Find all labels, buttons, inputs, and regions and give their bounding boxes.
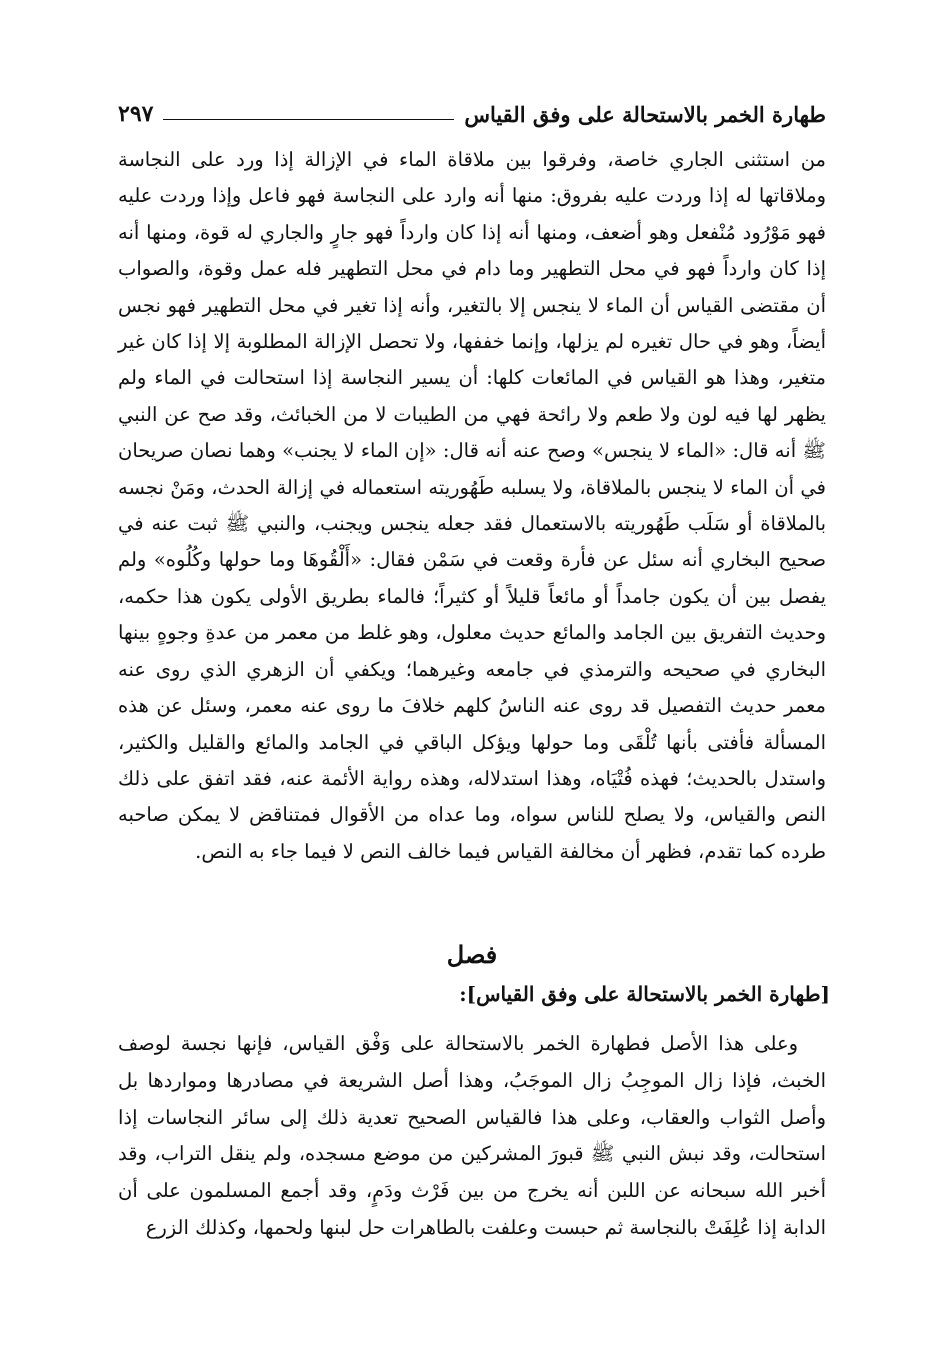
section-subheading: [طهارة الخمر بالاستحالة على وفق القياس]: xyxy=(459,982,830,1006)
paragraph: من استثنى الجاري خاصة، وفرقوا بين ملاقاة الماء في الإزالة إذا ورد على النجاسة وملاقاتها له إذا وردت عليه بفروق: منها أنه وارد على النجاسة فهو فاعل وإذا وردت عليه فهو مَوْرُود مُنْفعل وهو أضعف، ومنها أنه إذا كان وارداً فهو جارٍ والجاري له قوة، ومنها أنه إذا كان وارداً فهو في محل التطهير وما دام في محل التطهير فله عمل وقوة، والصواب أن مقتضى القياس أن الماء لا ينجس إلا بالتغير، وأنه إذا تغير في محل التطهير فهو نجس أيضاً، وهو في حال تغيره لم يزلها، وإنما خففها، ولا تحصل الإزالة المطلوبة إلا إذا كان غير متغير، وهذا هو القياس في المائعات كلها: أن يسير النجاسة إذا استحالت في الماء ولم يظهر لها فيه لون ولا طعم ولا رائحة فهي من الطيبات لا من الخبائث، وقد صح عن النبي ﷺ أنه قال: «الماء لا ينجس» وصح عنه أنه قال: «إن الماء لا يجنب» وهما نصان صريحان في أن الماء لا ينجس بالملاقاة، ولا يسلبه طَهُوريته استعماله في إزالة الحدث، ومَنْ نجسه بالملاقاة أو سَلَب طَهُوريته بالاستعمال فقد جعله ينجس ويجنب، والنبي ﷺ ثبت عنه في صحيح البخاري أنه سئل عن فأرة وقعت في سَمْن فقال: «أَلْقُوهَا وما حولها وكُلُوه» ولم يفصل بين أن يكون جامداً أو مائعاً قليلاً أو كثيراً؛ فالماء بطريق الأولى يكون هذا حكمه، وحديث التفريق بين الجامد والمائع حديث معلول، وهو غلط من معمر من عدةِ وجوهٍ بينها البخاري في صحيحه والترمذي في جامعه وغيرهما؛ ويكفي أن الزهري الذي روى عنه معمر حديث التفصيل قد روى عنه الناسُ كلهم خلافَ ما روى عنه معمر، وسئل عن هذه المسألة فأفتى بأنها تُلْقَى وما حولها ويؤكل الباقي في الجامد والمائع والقليل والكثير، واستدل بالحديث؛ فهذه فُتْيَاه، وهذا استدلاله، وهذه رواية الأئمة عنه، فقد اتفق على ذلك النص والقياس، ولا يصلح للناس سواه، وما عداه من الأقوال فمتناقض لا يمكن صاحبه طرده كما تقدم، فظهر أن مخالفة القياس فيما خالف النص لا فيما جاء به النص. xyxy=(118,148,826,863)
header-rule xyxy=(163,119,454,120)
body-text-continued xyxy=(118,1026,826,1247)
running-title: طهارة الخمر بالاستحالة على وفق القياس xyxy=(464,101,826,127)
running-header xyxy=(118,96,826,132)
body-text xyxy=(118,142,826,870)
paragraph: وعلى هذا الأصل فطهارة الخمر بالاستحالة على وَفْق القياس، فإنها نجسة لوصف الخبث، فإذا زال الموجِبُ زال الموجَبُ، وهذا أصل الشريعة في مصادرها ومواردها بل وأصل الثواب والعقاب، وعلى هذا فالقياس الصحيح تعدية ذلك إلى سائر النجاسات إذا استحالت، وقد نبش النبي ﷺ قبورَ المشركين من موضع مسجده، ولم ينقل التراب، وقد أخبر الله سبحانه عن اللبن أنه يخرج من بين فَرْث ودَمٍ، وقد أجمع المسلمون على أن الدابة إذا عُلِفَتْ بالنجاسة ثم حبست وعلفت بالطاهرات حل لبنها ولحمها، وكذلك الزرع xyxy=(118,1032,826,1239)
page-number: ٢٩٧ xyxy=(118,101,154,127)
section-heading: فصل xyxy=(446,940,498,969)
